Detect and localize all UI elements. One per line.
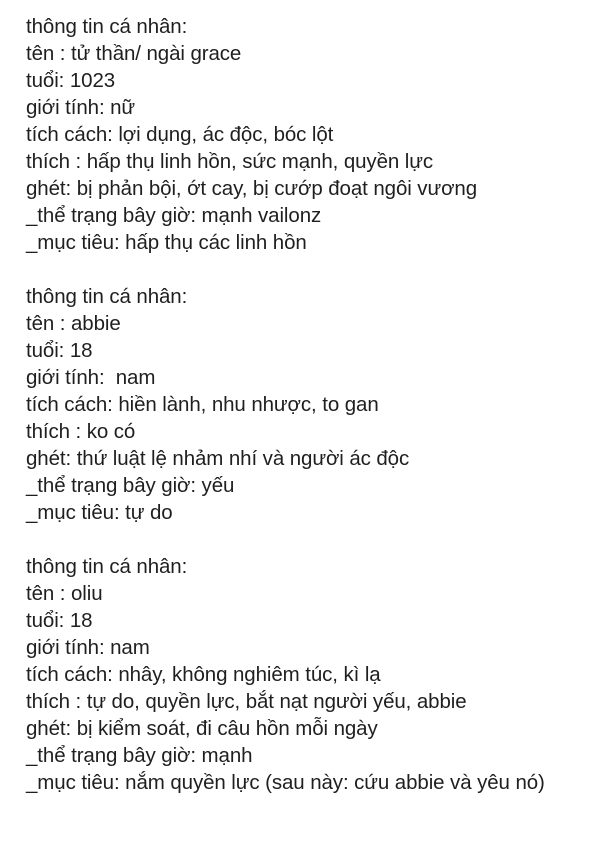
age-field: tuổi: 1023 [26, 69, 116, 92]
likes-field: thích : hấp thụ linh hồn, sức mạnh, quyền lực [26, 150, 433, 173]
condition-field: _thể trạng bây giờ: mạnh vailonz [26, 204, 322, 227]
profile-oliu [26, 553, 586, 796]
goal-field: _mục tiêu: nắm quyền lực (sau này: cứu abbie và yêu nó) [26, 771, 545, 794]
likes-field: thích : tự do, quyền lực, bắt nạt người yếu, abbie [26, 690, 467, 713]
name-field: tên : oliu [26, 582, 103, 605]
profile-abbie [26, 283, 586, 526]
condition-field: _thể trạng bây giờ: yếu [26, 474, 235, 497]
profile-heading: thông tin cá nhân: [26, 285, 188, 308]
name-field: tên : tử thần/ ngài grace [26, 42, 242, 65]
condition-field: _thể trạng bây giờ: mạnh [26, 744, 253, 767]
profile-heading: thông tin cá nhân: [26, 15, 188, 38]
profile-heading: thông tin cá nhân: [26, 555, 188, 578]
goal-field: _mục tiêu: hấp thụ các linh hồn [26, 231, 307, 254]
likes-field: thích : ko có [26, 420, 136, 443]
dislikes-field: ghét: bị phản bội, ớt cay, bị cướp đoạt ngôi vương [26, 177, 478, 200]
name-field: tên : abbie [26, 312, 121, 335]
goal-field: _mục tiêu: tự do [26, 501, 173, 524]
character-profiles [26, 13, 586, 796]
gender-field: giới tính: nam [26, 366, 156, 389]
personality-field: tích cách: nhây, không nghiêm túc, kì lạ [26, 663, 381, 686]
profile-grace [26, 13, 586, 256]
age-field: tuổi: 18 [26, 339, 93, 362]
age-field: tuổi: 18 [26, 609, 93, 632]
personality-field: tích cách: hiền lành, nhu nhược, to gan [26, 393, 379, 416]
gender-field: giới tính: nữ [26, 96, 136, 119]
gender-field: giới tính: nam [26, 636, 150, 659]
dislikes-field: ghét: bị kiểm soát, đi câu hồn mỗi ngày [26, 717, 378, 740]
personality-field: tích cách: lợi dụng, ác độc, bóc lột [26, 123, 334, 146]
dislikes-field: ghét: thứ luật lệ nhảm nhí và người ác độc [26, 447, 410, 470]
